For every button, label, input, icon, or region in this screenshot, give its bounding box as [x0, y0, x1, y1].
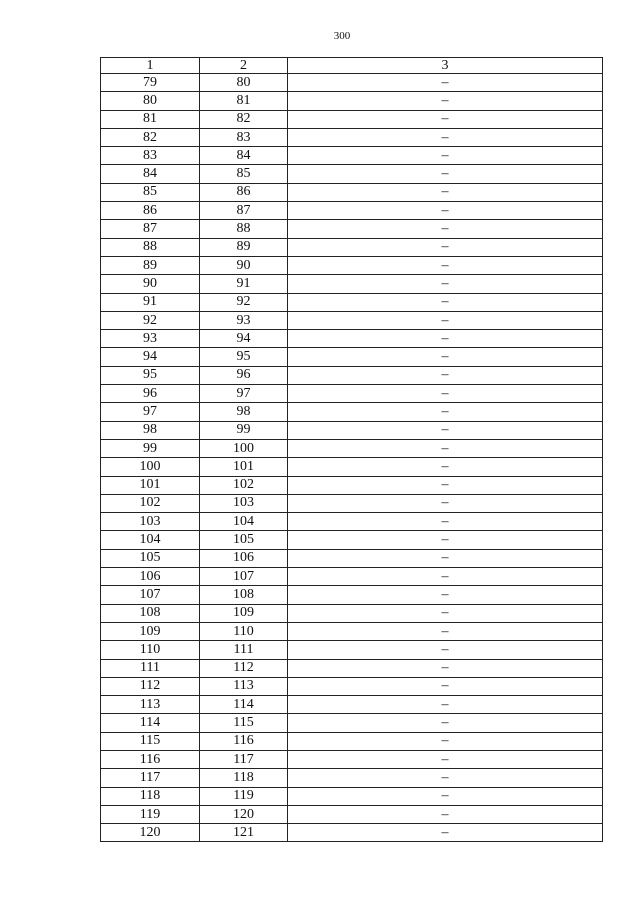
- table-row: [101, 238, 603, 256]
- table-cell-col-3: –: [288, 220, 603, 238]
- table-cell-col-1: 85: [101, 183, 200, 201]
- table-cell-col-1: 98: [101, 421, 200, 439]
- table-cell-col-1: 100: [101, 458, 200, 476]
- table-cell-col-1: 115: [101, 732, 200, 750]
- table-cell-col-3: –: [288, 604, 603, 622]
- table-cell-col-3: –: [288, 659, 603, 677]
- table-cell-col-3: –: [288, 128, 603, 146]
- table-cell-col-1: 88: [101, 238, 200, 256]
- table-cell-col-1: 91: [101, 293, 200, 311]
- table-cell-col-3: –: [288, 677, 603, 695]
- table-row: [101, 348, 603, 366]
- table-cell-col-3: –: [288, 366, 603, 384]
- table-body: [101, 74, 603, 842]
- table-cell-col-2: 101: [200, 458, 288, 476]
- table-cell-col-2: 89: [200, 238, 288, 256]
- table-cell-col-1: 117: [101, 769, 200, 787]
- table-row: [101, 824, 603, 842]
- table-row: [101, 439, 603, 457]
- table-cell-col-2: 104: [200, 513, 288, 531]
- table-row: [101, 421, 603, 439]
- table-row: [101, 202, 603, 220]
- table-cell-col-2: 81: [200, 92, 288, 110]
- table-cell-col-1: 112: [101, 677, 200, 695]
- table-cell-col-3: –: [288, 385, 603, 403]
- table-cell-col-3: –: [288, 165, 603, 183]
- table-cell-col-3: –: [288, 476, 603, 494]
- table-cell-col-2: 88: [200, 220, 288, 238]
- table-row: [101, 568, 603, 586]
- table-cell-col-1: 96: [101, 385, 200, 403]
- table-row: [101, 549, 603, 567]
- table-cell-col-2: 114: [200, 696, 288, 714]
- table-cell-col-3: –: [288, 348, 603, 366]
- table-cell-col-3: –: [288, 494, 603, 512]
- table-cell-col-1: 107: [101, 586, 200, 604]
- table-cell-col-2: 100: [200, 439, 288, 457]
- table-cell-col-2: 119: [200, 787, 288, 805]
- header-row: [101, 58, 603, 74]
- table-cell-col-2: 90: [200, 256, 288, 274]
- table-row: [101, 787, 603, 805]
- table-cell-col-1: 120: [101, 824, 200, 842]
- table-cell-col-3: –: [288, 549, 603, 567]
- table-cell-col-2: 105: [200, 531, 288, 549]
- table-cell-col-2: 107: [200, 568, 288, 586]
- table-cell-col-2: 98: [200, 403, 288, 421]
- table-cell-col-1: 86: [101, 202, 200, 220]
- table-row: [101, 750, 603, 768]
- table-cell-col-3: –: [288, 622, 603, 640]
- table-cell-col-2: 93: [200, 311, 288, 329]
- table-row: [101, 769, 603, 787]
- table-cell-col-2: 106: [200, 549, 288, 567]
- table-cell-col-2: 82: [200, 110, 288, 128]
- table-row: [101, 458, 603, 476]
- table-row: [101, 74, 603, 92]
- table-row: [101, 110, 603, 128]
- table-cell-col-3: –: [288, 421, 603, 439]
- table-cell-col-3: –: [288, 641, 603, 659]
- table-cell-col-3: –: [288, 311, 603, 329]
- table-cell-col-2: 84: [200, 147, 288, 165]
- table-cell-col-2: 110: [200, 622, 288, 640]
- table-cell-col-2: 92: [200, 293, 288, 311]
- table-cell-col-2: 86: [200, 183, 288, 201]
- table-cell-col-1: 94: [101, 348, 200, 366]
- table-row: [101, 183, 603, 201]
- table-cell-col-2: 108: [200, 586, 288, 604]
- table-cell-col-3: –: [288, 787, 603, 805]
- table-row: [101, 732, 603, 750]
- table-cell-col-1: 83: [101, 147, 200, 165]
- table-cell-col-2: 97: [200, 385, 288, 403]
- table-cell-col-2: 99: [200, 421, 288, 439]
- table-cell-col-2: 109: [200, 604, 288, 622]
- column-header-3: 3: [288, 58, 603, 74]
- table-cell-col-3: –: [288, 202, 603, 220]
- table-cell-col-3: –: [288, 92, 603, 110]
- table-cell-col-1: 101: [101, 476, 200, 494]
- table-cell-col-1: 119: [101, 805, 200, 823]
- table-cell-col-1: 87: [101, 220, 200, 238]
- table-cell-col-1: 105: [101, 549, 200, 567]
- table-cell-col-1: 84: [101, 165, 200, 183]
- table-cell-col-3: –: [288, 714, 603, 732]
- data-table: [100, 57, 603, 842]
- table-cell-col-1: 103: [101, 513, 200, 531]
- table-cell-col-1: 99: [101, 439, 200, 457]
- table-cell-col-3: –: [288, 696, 603, 714]
- table-cell-col-3: –: [288, 531, 603, 549]
- table-cell-col-2: 91: [200, 275, 288, 293]
- table-cell-col-2: 115: [200, 714, 288, 732]
- table-cell-col-2: 103: [200, 494, 288, 512]
- table-row: [101, 256, 603, 274]
- table-cell-col-2: 120: [200, 805, 288, 823]
- table-cell-col-2: 96: [200, 366, 288, 384]
- table-cell-col-1: 90: [101, 275, 200, 293]
- table-cell-col-1: 116: [101, 750, 200, 768]
- table-cell-col-1: 82: [101, 128, 200, 146]
- table-cell-col-3: –: [288, 275, 603, 293]
- table-cell-col-3: –: [288, 183, 603, 201]
- table-cell-col-3: –: [288, 732, 603, 750]
- table-cell-col-1: 114: [101, 714, 200, 732]
- table-row: [101, 586, 603, 604]
- table-cell-col-2: 102: [200, 476, 288, 494]
- table-cell-col-3: –: [288, 330, 603, 348]
- table-cell-col-3: –: [288, 750, 603, 768]
- table-cell-col-1: 104: [101, 531, 200, 549]
- table-row: [101, 165, 603, 183]
- table-cell-col-1: 110: [101, 641, 200, 659]
- table-row: [101, 311, 603, 329]
- column-header-1: 1: [101, 58, 200, 74]
- table-cell-col-3: –: [288, 824, 603, 842]
- table-cell-col-3: –: [288, 74, 603, 92]
- table-cell-col-1: 109: [101, 622, 200, 640]
- table-cell-col-3: –: [288, 769, 603, 787]
- table-cell-col-1: 93: [101, 330, 200, 348]
- table-cell-col-1: 80: [101, 92, 200, 110]
- table-cell-col-1: 111: [101, 659, 200, 677]
- table-row: [101, 403, 603, 421]
- table-row: [101, 128, 603, 146]
- table-cell-col-3: –: [288, 403, 603, 421]
- table-cell-col-2: 85: [200, 165, 288, 183]
- table-cell-col-2: 80: [200, 74, 288, 92]
- table-row: [101, 220, 603, 238]
- table-cell-col-3: –: [288, 256, 603, 274]
- table-cell-col-2: 94: [200, 330, 288, 348]
- table-cell-col-1: 106: [101, 568, 200, 586]
- table-row: [101, 476, 603, 494]
- table-row: [101, 531, 603, 549]
- table-cell-col-2: 112: [200, 659, 288, 677]
- table-cell-col-2: 117: [200, 750, 288, 768]
- table-row: [101, 641, 603, 659]
- table-row: [101, 714, 603, 732]
- table-cell-col-2: 121: [200, 824, 288, 842]
- table-row: [101, 330, 603, 348]
- page-number: 300: [333, 30, 351, 42]
- table-cell-col-1: 108: [101, 604, 200, 622]
- table-cell-col-3: –: [288, 439, 603, 457]
- table-cell-col-1: 81: [101, 110, 200, 128]
- table-row: [101, 622, 603, 640]
- table-cell-col-3: –: [288, 110, 603, 128]
- column-header-2: 2: [200, 58, 288, 74]
- table-row: [101, 604, 603, 622]
- table-cell-col-3: –: [288, 805, 603, 823]
- table-row: [101, 147, 603, 165]
- table-cell-col-3: –: [288, 513, 603, 531]
- table-row: [101, 494, 603, 512]
- table-cell-col-1: 92: [101, 311, 200, 329]
- table-row: [101, 805, 603, 823]
- table-cell-col-2: 118: [200, 769, 288, 787]
- table-cell-col-1: 118: [101, 787, 200, 805]
- table-cell-col-2: 95: [200, 348, 288, 366]
- table-row: [101, 677, 603, 695]
- table-row: [101, 366, 603, 384]
- table-cell-col-3: –: [288, 568, 603, 586]
- table-row: [101, 293, 603, 311]
- table-cell-col-2: 83: [200, 128, 288, 146]
- table-cell-col-3: –: [288, 293, 603, 311]
- table-header: [101, 58, 603, 74]
- table-cell-col-1: 79: [101, 74, 200, 92]
- table-cell-col-3: –: [288, 458, 603, 476]
- table-row: [101, 659, 603, 677]
- table-cell-col-1: 113: [101, 696, 200, 714]
- table-row: [101, 696, 603, 714]
- table-cell-col-2: 111: [200, 641, 288, 659]
- table-row: [101, 513, 603, 531]
- table-row: [101, 92, 603, 110]
- table-cell-col-3: –: [288, 238, 603, 256]
- table-cell-col-3: –: [288, 586, 603, 604]
- table-row: [101, 275, 603, 293]
- table-cell-col-1: 89: [101, 256, 200, 274]
- table-cell-col-1: 97: [101, 403, 200, 421]
- table-cell-col-1: 95: [101, 366, 200, 384]
- table-cell-col-3: –: [288, 147, 603, 165]
- table-row: [101, 385, 603, 403]
- table-cell-col-2: 113: [200, 677, 288, 695]
- table-cell-col-2: 116: [200, 732, 288, 750]
- table-cell-col-1: 102: [101, 494, 200, 512]
- table-cell-col-2: 87: [200, 202, 288, 220]
